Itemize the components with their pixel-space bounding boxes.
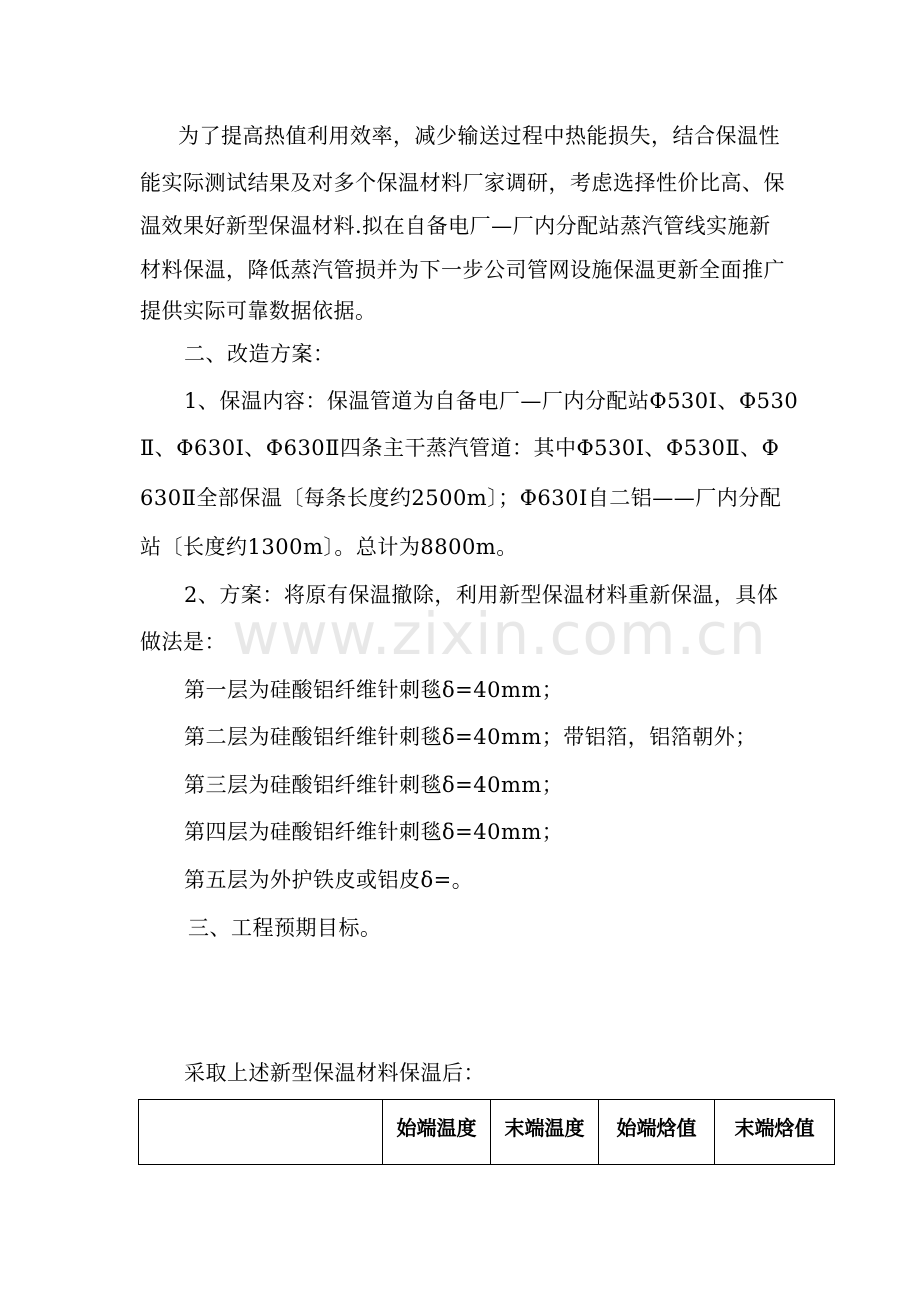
intro-line-2: 能实际测试结果及对多个保温材料厂家调研，考虑选择性价比高、保 bbox=[140, 171, 785, 195]
table-header-start-temp: 始端温度 bbox=[383, 1100, 491, 1165]
intro-line-3: 温效果好新型保温材料.拟在自备电厂—厂内分配站蒸汽管线实施新 bbox=[140, 214, 771, 238]
layer-4: 第四层为硅酸铝纤维针刺毯δ=40mm； bbox=[184, 820, 564, 844]
layer-3: 第三层为硅酸铝纤维针刺毯δ=40mm； bbox=[184, 773, 564, 797]
intro-line-5: 提供实际可靠数据依据。 bbox=[140, 299, 377, 323]
section-2-heading: 二、改造方案： bbox=[184, 342, 335, 366]
layer-1: 第一层为硅酸铝纤维针刺毯δ=40mm； bbox=[184, 678, 564, 702]
item-1-line-4: 站〔长度约1300m〕。总计为8800m。 bbox=[140, 535, 518, 559]
item-1-line-1: 1、保温内容：保温管道为自备电厂—厂内分配站Φ530Ⅰ、Φ530 bbox=[184, 389, 799, 413]
layer-5: 第五层为外护铁皮或铝皮δ=。 bbox=[184, 868, 474, 892]
table-header-empty bbox=[139, 1100, 383, 1165]
table-header-row bbox=[139, 1100, 835, 1165]
intro-line-1: 为了提高热值利用效率，减少输送过程中热能损失，结合保温性 bbox=[178, 124, 780, 148]
item-2-line-2: 做法是： bbox=[140, 630, 226, 654]
table-header-end-enthalpy: 末端焓值 bbox=[715, 1100, 835, 1165]
item-1-line-3: 630Ⅱ全部保温〔每条长度约2500m〕；Φ630Ⅰ自二铝——厂内分配 bbox=[140, 486, 782, 510]
item-1-line-2: Ⅱ、Φ630Ⅰ、Φ630Ⅱ四条主干蒸汽管道：其中Φ530Ⅰ、Φ530Ⅱ、Φ bbox=[140, 436, 780, 460]
watermark: www.zixin.com.cn bbox=[232, 600, 767, 668]
item-2-line-1: 2、方案：将原有保温撤除，利用新型保温材料重新保温，具体 bbox=[184, 583, 779, 607]
section-3-heading: 三、工程预期目标。 bbox=[188, 916, 382, 940]
table-header-end-temp: 末端温度 bbox=[491, 1100, 599, 1165]
layer-2: 第二层为硅酸铝纤维针刺毯δ=40mm；带铝箔，铝箔朝外； bbox=[184, 725, 757, 749]
intro-line-4: 材料保温，降低蒸汽管损并为下一步公司管网设施保温更新全面推广 bbox=[140, 258, 785, 282]
data-table bbox=[138, 1099, 835, 1165]
table-header-start-enthalpy: 始端焓值 bbox=[599, 1100, 715, 1165]
table-intro: 采取上述新型保温材料保温后： bbox=[184, 1061, 485, 1085]
